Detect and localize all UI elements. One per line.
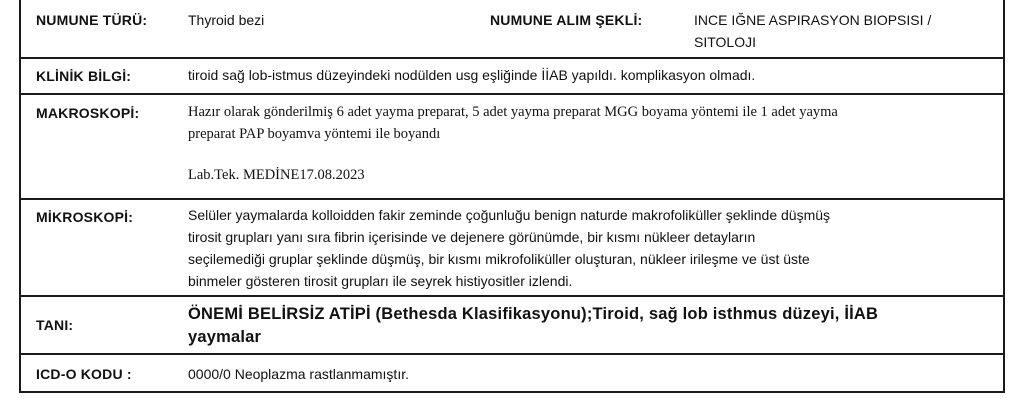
sampling-method-label: NUMUNE ALIM ŞEKLİ: <box>490 12 643 28</box>
clinical-info-value: tiroid sağ lob-istmus düzeyindeki nodülden usg eşliğinde İİAB yapıldı. komplikasyon olmadı. <box>188 67 756 83</box>
sample-row <box>21 0 1003 57</box>
sample-type-label: NUMUNE TÜRÜ: <box>36 12 148 28</box>
diagnosis-label: TANI: <box>36 317 74 333</box>
clinical-info-row <box>21 57 1003 93</box>
microscopy-line: Selüler yaymalarda kolloidden fakir zeminde çoğunluğu benign naturde makrofoliküller şeklinde düşmüş <box>188 207 831 223</box>
clinical-info-label: KLİNİK BİLGİ: <box>36 68 132 84</box>
microscopy-line: tirosit grupları yanı sıra fibrin içerisinde ve dejenere görünümde, bir kısmı nükleer detayların <box>188 229 756 245</box>
sampling-method-line: SITOLOJI <box>694 34 756 50</box>
diagnosis-line: ÖNEMİ BELİRSİZ ATİPİ (Bethesda Klasifikasyonu);Tiroid, sağ lob isthmus düzeyi, İİAB <box>188 305 879 323</box>
macroscopy-line: Hazır olarak gönderilmiş 6 adet yayma preparat, 5 adet yayma preparat MGG boyama yöntemi ile 1 adet yayma <box>188 104 838 120</box>
diagnosis-line: yaymalar <box>188 328 262 346</box>
macroscopy-signature: Lab.Tek. MEDİNE17.08.2023 <box>188 167 365 183</box>
microscopy-text <box>188 204 830 292</box>
pathology-report <box>19 0 1005 393</box>
icd-o-value: 0000/0 Neoplazma rastlanmamıştır. <box>188 366 409 382</box>
microscopy-label: MİKROSKOPİ: <box>36 209 134 225</box>
sampling-method-value <box>694 9 931 53</box>
microscopy-line: binmeler gösteren tirosit grupları ile seyrek histiyositler izlendi. <box>188 273 573 289</box>
icd-o-row <box>21 353 1003 393</box>
microscopy-row <box>21 198 1003 295</box>
sample-type-value: Thyroid bezi <box>188 12 265 28</box>
diagnosis-row <box>21 295 1003 353</box>
macroscopy-line: preparat PAP boyamva yöntemi ile boyandı <box>188 126 441 142</box>
sampling-method-line: INCE IĞNE ASPIRASYON BIOPSISI / <box>694 12 932 28</box>
diagnosis-text <box>188 303 878 349</box>
microscopy-line: seçilemediği gruplar şeklinde düşmüş, bir kısmı mikrofoliküller oluşturan, nükleer irileşme ve üst üste <box>188 251 810 267</box>
macroscopy-label: MAKROSKOPİ: <box>36 105 140 121</box>
macroscopy-text <box>188 101 838 145</box>
icd-o-label: ICD-O KODU : <box>36 366 132 382</box>
macroscopy-row <box>21 93 1003 198</box>
